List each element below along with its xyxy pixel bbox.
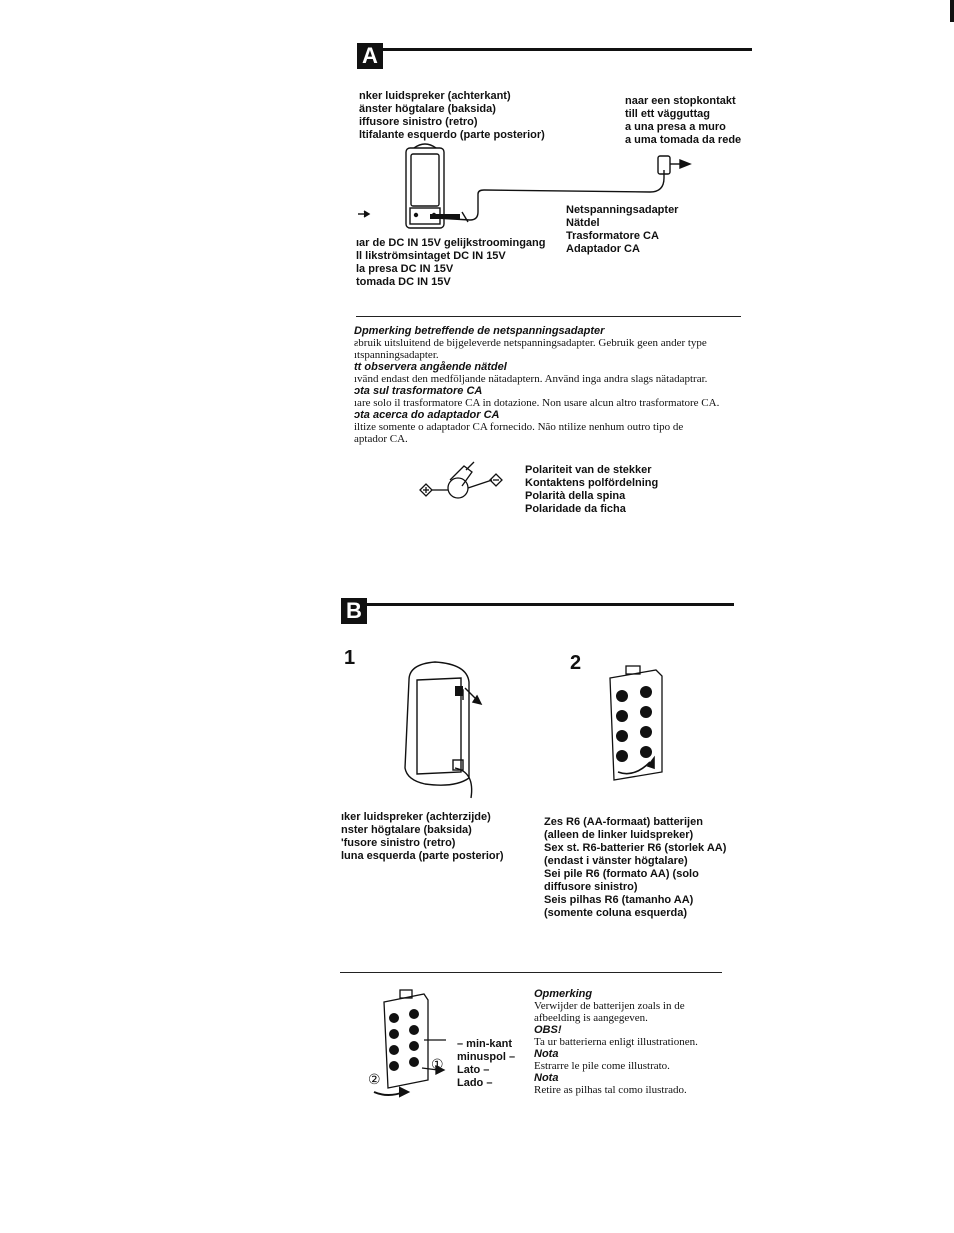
- adapter-notes: [354, 325, 754, 445]
- note-body: Verwijder de batterijen zoals in de afbeelding is aangegeven.: [534, 1000, 685, 1024]
- note-body: ıare solo il trasformatore CA in dotazione. Non usare alcun altro trasformatore CA.: [354, 397, 720, 409]
- note-body: Ta ur batterierna enligt illustrationen.: [534, 1036, 698, 1048]
- minus-terminal-labels: – min-kant minuspol – Lato – Lado –: [457, 1038, 516, 1089]
- battery-labels: Zes R6 (AA-formaat) batterijen (alleen de linker luidspreker) Sex st. R6-batterier R6 (storlek AA) (endast i vänster högtalare) Sei pile R6 (formato AA) (solo diffusore sinistro) Seis pilhas R6 (tamanho AA) (somente coluna esquerda): [544, 816, 727, 919]
- note-title: ɔta sul trasformatore CA: [354, 385, 483, 397]
- page-edge-mark: [950, 0, 954, 22]
- step-1-number: 1: [344, 647, 356, 669]
- note-title: OBS!: [534, 1024, 562, 1036]
- note-body: iltize somente o adaptador CA fornecido. Não ntilize nenhum outro tipo de aptador CA.: [354, 421, 684, 445]
- note-body: Estrarre le pile come illustrato.: [534, 1060, 670, 1072]
- note-title: Dpmerking betreffende de netspanningsadapter: [354, 325, 605, 337]
- section-b-rule: [367, 603, 734, 606]
- adapter-labels: Netspanningsadapter Nätdel Trasformatore CA Adaptador CA: [566, 204, 679, 255]
- plug-polarity-icon: [418, 458, 508, 508]
- note-title: Nota: [534, 1048, 559, 1060]
- note-title: tt observera angående nätdel: [354, 361, 507, 373]
- note-title: ɔta acerca do adaptador CA: [354, 409, 500, 421]
- section-b-divider: [340, 972, 722, 973]
- note-title: Nota: [534, 1072, 559, 1084]
- dc-in-labels: ıar de DC IN 15V gelijkstroomingang ll likströmsintaget DC IN 15V la presa DC IN 15V tomada DC IN 15V: [356, 237, 546, 288]
- note-body: ıvänd endast den medföljande nätadaptern. Använd inga andra slags nätadaptrar.: [354, 373, 708, 385]
- wall-outlet-labels: naar een stopkontakt till ett vägguttag a una presa a muro a uma tomada da rede: [625, 95, 742, 146]
- speaker-back-illustration: [395, 660, 495, 808]
- section-a-divider: [356, 316, 741, 317]
- polarity-labels: Polariteit van de stekker Kontaktens polfördelning Polarità della spina Polaridade da ficha: [525, 464, 659, 515]
- note-body: ƨbruik uitsluitend de bijgeleverde netspanningsadapter. Gebruik geen ander type ıtspanningsadapter.: [354, 337, 707, 361]
- callout-1: ①: [431, 1056, 444, 1072]
- note-title: Opmerking: [534, 988, 593, 1000]
- note-body: Retire as pilhas tal como ilustrado.: [534, 1084, 687, 1096]
- speaker-back-labels: ıker luidspreker (achterzijde) nster högtalare (baksida) 'fusore sinistro (retro) luna esquerda (parte posterior): [341, 811, 504, 862]
- battery-notes: [534, 988, 754, 1096]
- section-a-marker: A: [357, 43, 383, 69]
- step-2-number: 2: [570, 652, 582, 674]
- battery-compartment-illustration: [604, 662, 672, 792]
- section-a-rule: [383, 48, 752, 51]
- section-b-marker: B: [341, 598, 367, 624]
- speaker-rear-labels: nker luidspreker (achterkant) änster högtalare (baksida) iffusore sinistro (retro) ltifalante esquerdo (parte posterior): [359, 90, 545, 141]
- callout-2: ②: [368, 1071, 381, 1087]
